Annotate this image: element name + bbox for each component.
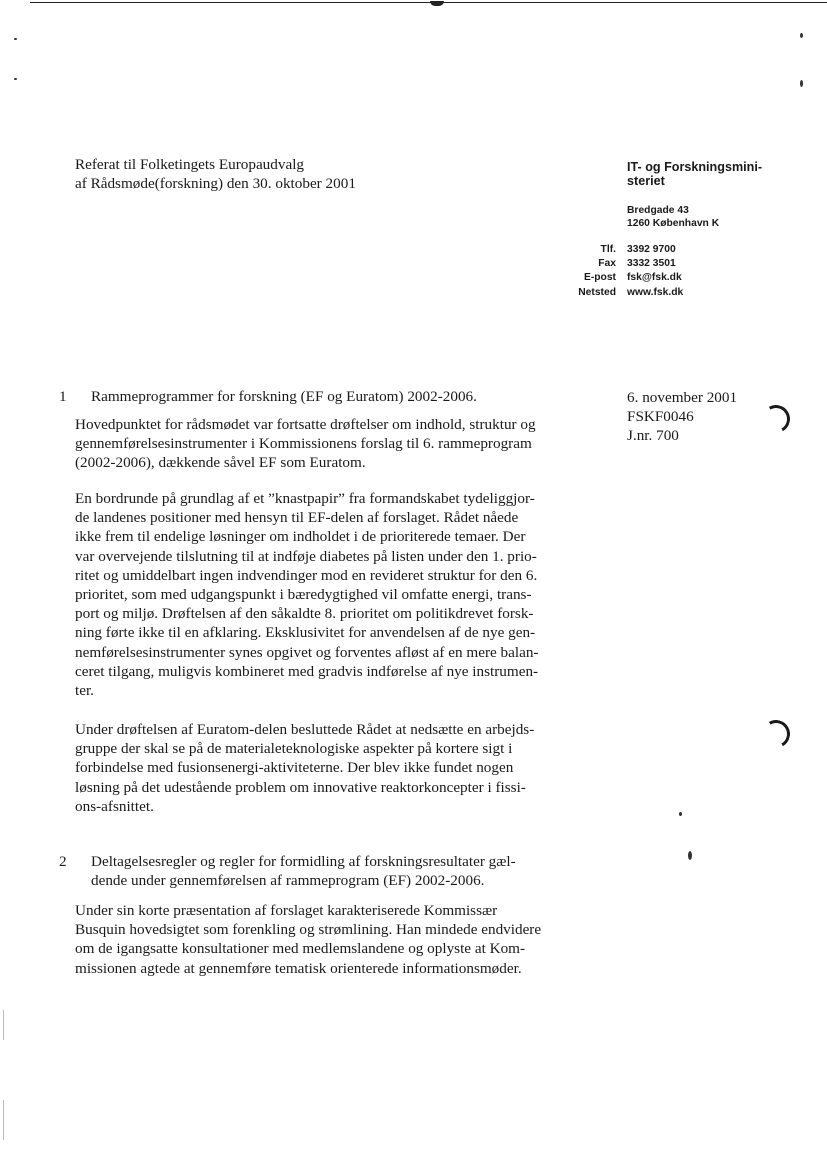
paragraph-line: nemførelsesinstrumenter synes opgivet og forventes afløst af en mere balan- (75, 643, 539, 661)
organization-name (627, 160, 807, 188)
paragraph-line: missionen agtede at gennemføre tematisk orienterede informationsmøder. (75, 959, 522, 977)
document-reference: FSKF0046 (627, 408, 694, 426)
paragraph-line: gennemførelsesinstrumenter i Kommissionens forslag til 6. rammeprogram (75, 435, 532, 453)
paragraph-line: Under sin korte præsentation af forslaget karakteriserede Kommissær (75, 902, 498, 919)
section-heading-line (59, 387, 595, 406)
paragraph-line: port og miljø. Drøftelsen af den såkaldte 8. prioritet om politikdrevet forsk- (75, 605, 534, 623)
section-heading-line: dende under gennemførelsen af rammeprogram (EF) 2002-2006. (91, 872, 485, 890)
contact-row-website (540, 286, 800, 300)
document-date: 6. november 2001 (627, 389, 738, 406)
section-number: 1 (59, 388, 67, 405)
contact-label: E-post (583, 272, 616, 284)
contact-block (540, 243, 800, 300)
paragraph-line: gruppe der skal se på de materialeteknologiske aspekter på kortere sigt i (75, 740, 513, 758)
paragraph-line: ritet og umiddelbart ingen indvendinger mod en revideret struktur for den 6. (75, 566, 538, 584)
paragraph (75, 720, 595, 816)
address (627, 204, 807, 231)
document-meta (627, 388, 787, 446)
paragraph-line: var overvejende tilslutning til at indføje diabetes på listen under den 1. prio- (75, 547, 537, 565)
scan-speck (800, 33, 803, 38)
margin-line (3, 1100, 4, 1140)
paragraph-line: ning førte ikke til en afklaring. Eksklusivitet for anvendelsen af de nye gen- (75, 624, 536, 642)
scan-speck (14, 38, 17, 40)
paragraph-line: ikke frem til endelige løsninger om indholdet i de prioriterede temaer. Der (75, 528, 526, 546)
paragraph-line: Under drøftelsen af Euratom-delen besluttede Rådet at nedsætte en arbejds- (75, 721, 535, 738)
contact-value: 3392 9700 (627, 244, 676, 255)
top-rule-mark (430, 1, 444, 6)
contact-row-email (540, 271, 800, 285)
paragraph (75, 901, 595, 978)
contact-value: www.fsk.dk (627, 286, 684, 298)
paragraph-line: ons-afsnittet. (75, 797, 154, 815)
scan-speck (688, 851, 692, 860)
referat-title (75, 155, 495, 193)
margin-line (3, 1010, 4, 1040)
paragraph-line: løsning på det udestående problem om innovative reaktorkoncepter i fissi- (75, 778, 526, 796)
paragraph-line: om de igangsatte konsultationer med medlemslandene og oplyste at Kom- (75, 940, 526, 958)
paragraph-line: ceret tilgang, muligvis kombineret med gradvis indførelse af nye instrumen- (75, 662, 539, 680)
paragraph-line: Hovedpunktet for rådsmødet var fortsatte drøftelser om indhold, struktur og (75, 416, 536, 433)
contact-row-fax (540, 257, 800, 271)
paragraph-line: Busquin hovedsigtet som forenkling og strømlining. Han mindede endvidere (75, 921, 542, 939)
paragraph-line: ter. (75, 682, 94, 700)
section-title: Rammeprogrammer for forskning (EF og Euratom) 2002-2006. (91, 388, 477, 405)
referat-line: Referat til Folketingets Europaudvalg (75, 156, 305, 173)
address-line: 1260 København K (627, 218, 720, 230)
paragraph-line: (2002-2006), dækkende såvel EF som Euratom. (75, 454, 366, 472)
section-number: 2 (59, 853, 67, 870)
contact-label: Netsted (578, 286, 616, 298)
scan-speck (679, 812, 682, 816)
section-title: Deltagelsesregler og regler for formidling af forskningsresultater gæl- (91, 853, 516, 870)
paragraph (75, 415, 595, 473)
section-heading (59, 387, 595, 406)
section-heading-line (59, 852, 595, 871)
paragraph (75, 489, 595, 700)
contact-label: Tlf. (600, 244, 616, 255)
paragraph-line: prioritet, som med udgangspunkt i bæredygtighed vil omfatte energi, trans- (75, 586, 532, 604)
referat-line: af Rådsmøde(forskning) den 30. oktober 2001 (75, 175, 356, 193)
paragraph-line: de landenes positioner med hensyn til EF-delen af forslaget. Rådet nåede (75, 509, 519, 527)
contact-row-phone (540, 243, 800, 257)
section-heading (59, 852, 595, 890)
contact-value: fsk@fsk.dk (627, 272, 682, 284)
journal-number: J.nr. 700 (627, 427, 679, 445)
paragraph-line: En bordrunde på grundlag af et ”knastpapir” fra formandskabet tydeliggjor- (75, 490, 535, 507)
organization-name-line: steriet (627, 174, 665, 188)
scan-speck (800, 80, 803, 87)
scan-speck (14, 78, 17, 80)
address-line: Bredgade 43 (627, 205, 689, 216)
punch-hole-mark (759, 717, 793, 751)
paragraph-line: forbindelse med fusionsenergi-aktiviteterne. Der blev ikke fundet nogen (75, 759, 514, 777)
organization-name-line: IT- og Forskningsmini- (627, 160, 763, 174)
top-rule (30, 2, 827, 3)
contact-label: Fax (598, 258, 616, 270)
contact-value: 3332 3501 (627, 258, 676, 270)
